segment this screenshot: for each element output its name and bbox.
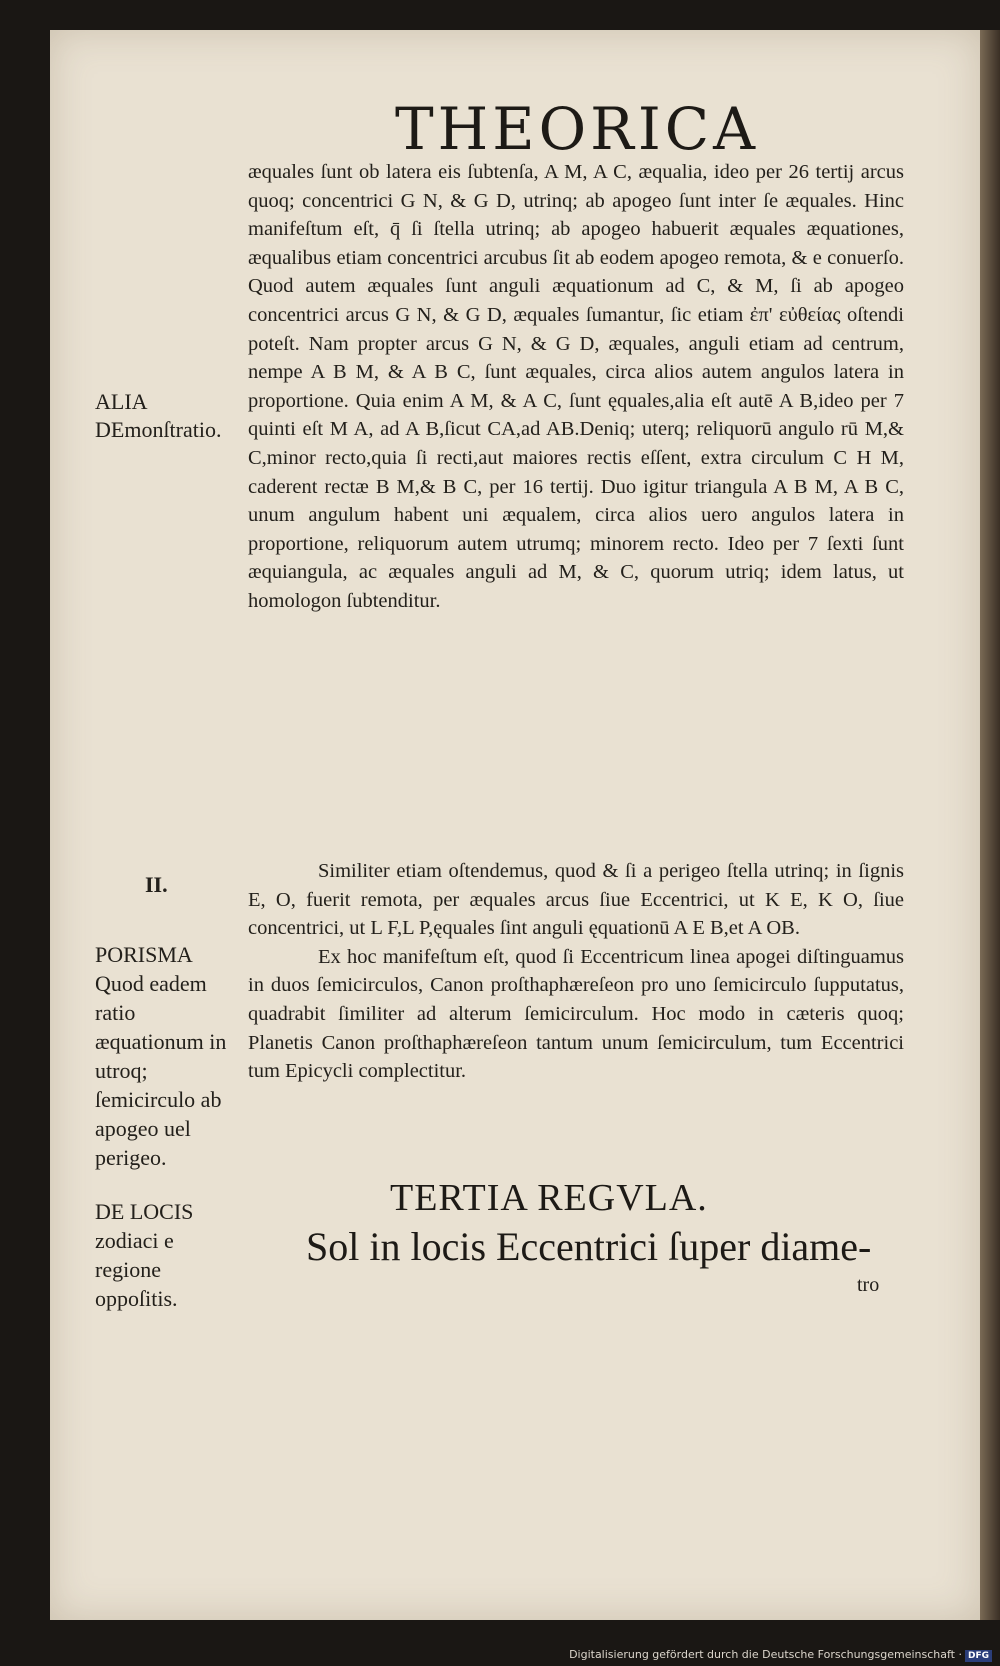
main-paragraph [248,158,904,616]
margin-number: II. [145,872,168,897]
footer-text: Digitalisierung gefördert durch die Deutsche Forschungsgemeinschaft · [569,1648,962,1661]
catchword: tro [857,1274,880,1296]
margin-note-delocis: DE LOCIS zodiaci e regione oppoſitis. [95,1199,194,1311]
section-subheading: Sol in locis Eccentrici ſuper diame- [306,1224,872,1269]
page-header-title: THEORICA [395,95,759,163]
section-heading: TERTIA REGVLA. [390,1177,708,1219]
second-paragraph-1: Similiter etiam oſtendemus, quod & ſi a perigeo ſtella utrinq; in ſignis E, O, fuerit remota, per æquales arcus ſiue Eccentrici, ut K E, K O, ſiue concentrici, ut L F,L P,ęquales ſint anguli ęquationū A E B,et A OB. [248,860,904,940]
main-paragraph-text: æquales ſunt ob latera eis ſubtenſa, A M, A C, æqualia, ideo per 26 tertij arcus quoq; concentrici G N, & G D, utrinq; ab apogeo ſunt inter ſe æquales. Hinc manifeſtum eſt, q̄ ſi ſtella utrinq; ab apogeo habuerit æquales æquationes, æqualibus etiam concentrici arcubus ſit ab eodem apogeo remota, & e conuerſo. Quod autem æquales ſunt anguli æquationum ad C, & M, ſi ab apogeo concentrici arcus G N, & G D, æquales ſumantur, ſic etiam ἐπ' εὐθείας oſtendi poteſt. Nam propter arcus G N, & G D, æquales, anguli etiam ad centrum, nempe A B M, & A B C, ſunt æquales, circa alios autem angulos latera in proportione. Quia enim A M, & A C, ſunt ęquales,alia eſt autē A B,ideo per 7 quinti eſt M A, ad A B,ſicut CA,ad AB.Deniq; uterq; reliquorū angulo rū M,& C,minor recto,quia ſi recti,aut maiores rectis eſſent, extra circulum C H M, caderent rectæ B M,& B C, per 16 tertij. Duo igitur triangula A B M, A B C, unum angulum habent uni æqualem, circa alios uero angulos latera in proportione, reliquorum autem utrumq; minorem recto. Ideo per 7 ſexti ſunt æquiangula, ac æquales anguli ad M, & C, quorum utriq; idem latus, ut homologon ſubtenditur. [248,161,904,612]
dfg-logo-icon: DFG [965,1650,992,1662]
margin-note-porisma: PORISMA Quod eadem ratio æquationum in utroq; ſemicirculo ab apogeo uel perigeo. [95,942,227,1170]
footer-credit [569,1648,992,1662]
second-paragraph-2: Ex hoc manifeſtum eſt, quod ſi Eccentricum linea apogei diſtinguamus in duos ſemicirculos, Canon proſthaphæreſeon pro uno ſemicirculo ſupputatus, quadrabit ſimiliter ad alterum ſemicirculum. Hoc modo in cæteris quoq; Planetis Canon proſthaphæreſeon tantum unum ſemicirculum, tum Eccentrici tum Epicycli complectitur. [248,945,904,1083]
second-section-text [248,857,904,1086]
margin-note-alia: ALIA DEmonſtratio. [95,389,222,442]
page-edge [980,30,1000,1620]
